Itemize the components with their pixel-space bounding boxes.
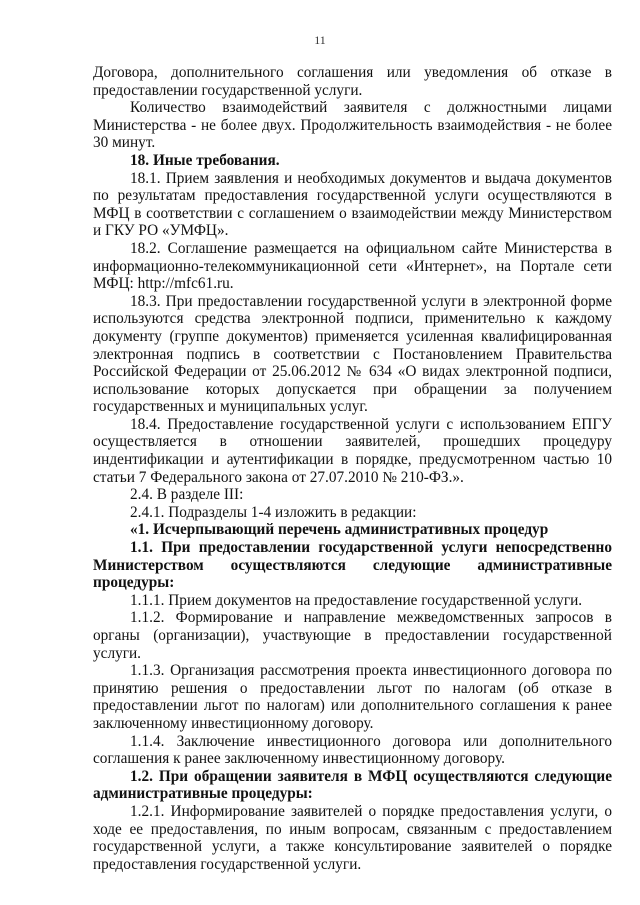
paragraph: 2.4.1. Подразделы 1-4 изложить в редакции: [130, 503, 417, 521]
paragraph: Договора, дополнительного соглашения или уведомления об отказе в предоставлении государственной услуги. [93, 64, 612, 99]
section-heading: 18. Иные требования. [130, 151, 280, 169]
paragraph: 18.3. При предоставлении государственной услуги в электронной форме используются средства электронной подписи, применительно к каждому документу (группе документов) применяется усиленная квалифицированная электронная подпись в соответствии с Постановлением Правительства Российской Федерации от 25.06.2012 № 634 «О видах электронной подписи, использование которых допускается при обращении за получением государственных и муниципальных услуг. [93, 292, 612, 416]
section-heading: 1.1. При предоставлении государственной услуги непосредственно Министерством осуществляются следующие административные процедуры: [93, 539, 612, 592]
paragraph: 18.2. Соглашение размещается на официальном сайте Министерства в информационно-телекоммуникационной сети «Интернет», на Портале сети МФЦ: http://mfc61.ru. [93, 239, 612, 293]
section-heading: «1. Исчерпывающий перечень административных процедур [130, 521, 549, 539]
paragraph: 1.2.1. Информирование заявителей о порядке предоставления услуги, о ходе ее предоставления, по иным вопросам, связанным с предоставлением государственной услуги, а также консультирование заявителей о порядке предоставления государственной услуги. [93, 802, 612, 873]
paragraph: Количество взаимодействий заявителя с должностными лицами Министерства - не более двух. Продолжительность взаимодействия - не более 30 минут. [93, 99, 612, 152]
paragraph: 18.4. Предоставление государственной услуги с использованием ЕПГУ осуществляется в отношении заявителей, прошедших процедуру индентификации и аутентификации в порядке, предусмотренном частью 10 статьи 7 Федерального закона от 27.07.2010 № 210-ФЗ.». [93, 415, 612, 486]
paragraph: 1.1.3. Организация рассмотрения проекта инвестиционного договора по принятию решения о предоставлении льгот по налогам (об отказе в предоставлении льгот по налогам) или дополнительного соглашения к ранее заключенному инвестиционному договору. [93, 662, 612, 732]
page-number: 11 [314, 33, 326, 47]
document-body [93, 64, 612, 873]
paragraph: 1.1.1. Прием документов на предоставление государственной услуги. [130, 591, 583, 609]
paragraph: 2.4. В разделе III: [130, 486, 244, 504]
paragraph: 1.1.4. Заключение инвестиционного договора или дополнительного соглашения к ранее заключенному инвестиционному договору. [93, 732, 612, 768]
paragraph: 1.1.2. Формирование и направление межведомственных запросов в органы (организации), участвующие в предоставлении государственной услуги. [93, 609, 612, 662]
paragraph: 18.1. Прием заявления и необходимых документов и выдача документов по результатам предоставления государственной услуги осуществляются в МФЦ в соответствии с соглашением о взаимодействии между Министерством и ГКУ РО «УМФЦ». [93, 169, 612, 240]
section-heading: 1.2. При обращении заявителя в МФЦ осуществляются следующие административные процедуры: [93, 767, 612, 803]
